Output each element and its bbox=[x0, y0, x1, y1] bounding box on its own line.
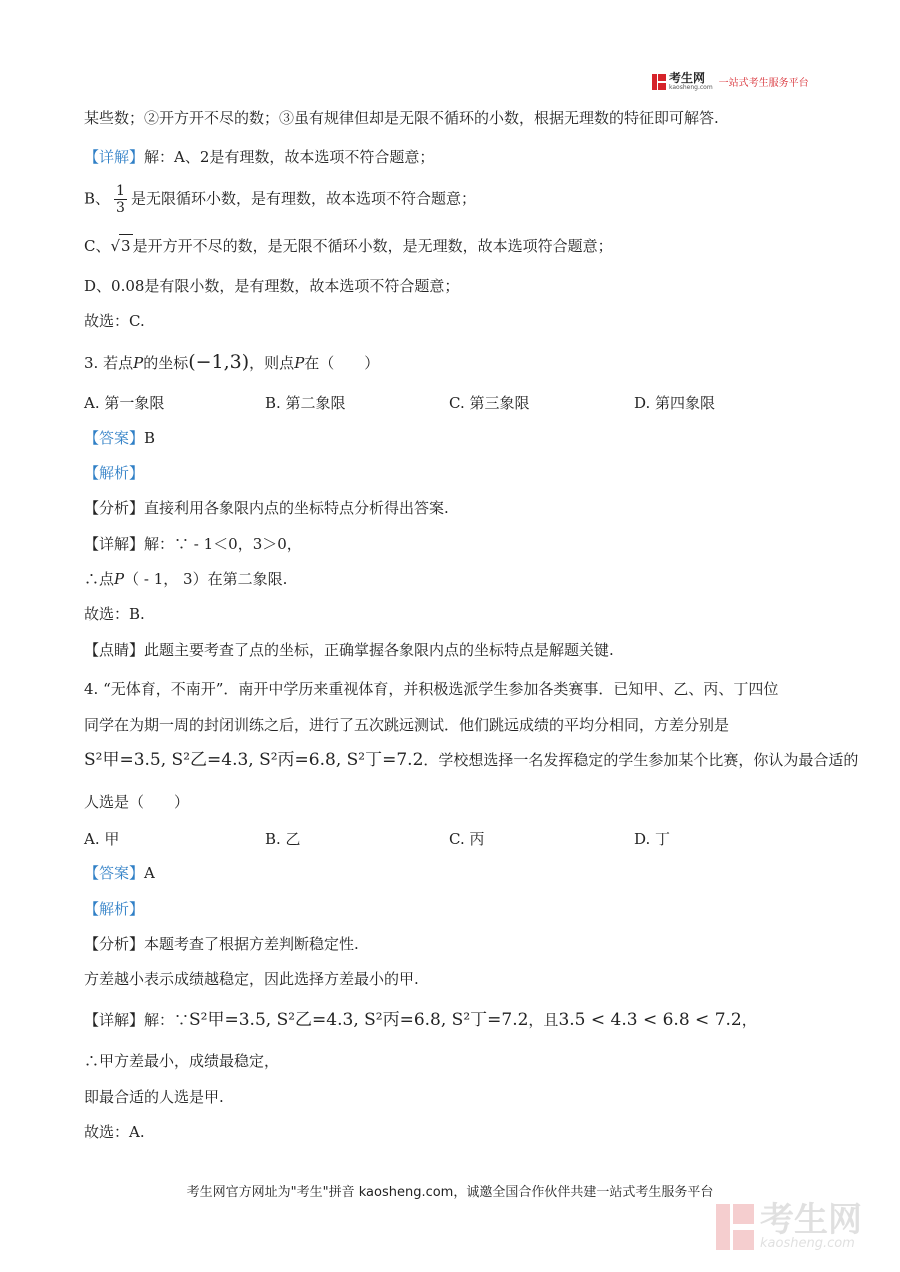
question-3-stem: 3. 若点P的坐标(−1,3)，则点P在（ ） bbox=[84, 351, 380, 373]
detail-tag: 【详解】 bbox=[84, 148, 145, 166]
logo-domain: kaosheng.com bbox=[669, 84, 713, 91]
watermark-domain: kaosheng.com bbox=[760, 1236, 855, 1251]
option-b: B. 乙 bbox=[265, 830, 301, 848]
option-d: D. 第四象限 bbox=[634, 394, 716, 412]
text-line: 方差越小表示成绩越稳定，因此选择方差最小的甲. bbox=[84, 970, 419, 988]
option-b-explanation: B、 $\frac{1}{3}$ 是无限循环小数，是有理数，故本选项不符合题意； bbox=[84, 183, 476, 216]
option-c-explanation: C、√3 是开方开不尽的数，是无限不循环小数，是无理数，故本选项符合题意； bbox=[84, 234, 613, 257]
answer-selection: 故选：A. bbox=[84, 1123, 145, 1141]
analysis-line: 【分析】本题考查了根据方差判断稳定性. bbox=[84, 935, 359, 953]
conclusion-line: ∴甲方差最小，成绩最稳定， bbox=[84, 1052, 280, 1070]
page-footer: 考生网官方网址为"考生"拼音 kaosheng.com，诚邀全国合作伙伴共建一站式考生服务平台 bbox=[186, 1185, 714, 1200]
detail-line: 【详解】解：∵S²甲=3.5, S²乙=4.3, S²丙=6.8, S²丁=7.2，且3.5 < 4.3 < 6.8 < 7.2， bbox=[84, 1010, 757, 1030]
question-4-stem-line: 4. “无体育，不南开”．南开中学历来重视体育，并积极选派学生参加各类赛事．已知甲、乙、丙、丁四位 bbox=[84, 680, 779, 698]
answer-line: 【答案】B bbox=[84, 429, 156, 447]
question-4-formula-line: S²甲=3.5, S²乙=4.3, S²丙=6.8, S²丁=7.2．学校想选择一名发挥稳定的学生参加某个比赛，你认为最合适的 bbox=[84, 750, 859, 770]
brand-logo-icon bbox=[652, 74, 666, 90]
analysis-header: 【解析】 bbox=[84, 900, 145, 918]
detail-line: 【详解】解：∵ - 1＜0，3＞0， bbox=[84, 535, 302, 553]
answer-line: 【答案】A bbox=[84, 864, 155, 882]
fraction-one-third: $\frac{1}{3}$ bbox=[116, 183, 125, 216]
option-a: A. 甲 bbox=[84, 830, 120, 848]
conclusion-line: ∴点P（ - 1， 3）在第二象限. bbox=[84, 570, 288, 588]
analysis-header: 【解析】 bbox=[84, 464, 145, 482]
logo-name: 考生网 bbox=[669, 71, 706, 85]
sqrt-three: 3 bbox=[119, 234, 133, 257]
question-4-stem-line: 同学在为期一周的封闭训练之后，进行了五次跳远测试．他们跳远成绩的平均分相同，方差分别是 bbox=[84, 716, 730, 734]
header-logo[interactable] bbox=[652, 72, 809, 91]
watermark bbox=[716, 1200, 862, 1251]
coordinate: (−1,3) bbox=[188, 351, 250, 373]
option-a: A. 第一象限 bbox=[84, 394, 165, 412]
watermark-name: 考生网 bbox=[760, 1200, 862, 1240]
option-d-explanation: D、0.08是有限小数，是有理数，故本选项不符合题意； bbox=[84, 277, 460, 295]
watermark-logo-icon bbox=[716, 1204, 754, 1250]
option-b: B. 第二象限 bbox=[265, 394, 346, 412]
option-c: C. 第三象限 bbox=[449, 394, 530, 412]
variance-formula: S²甲=3.5, S²乙=4.3, S²丙=6.8, S²丁=7.2 bbox=[84, 750, 424, 770]
header-slogan: 一站式考生服务平台 bbox=[718, 78, 809, 89]
answer-selection: 故选：B. bbox=[84, 605, 145, 623]
detail-line: 【详解】解：A、2是有理数，故本选项不符合题意； bbox=[84, 148, 435, 166]
variance-formula: S²甲=3.5, S²乙=4.3, S²丙=6.8, S²丁=7.2 bbox=[189, 1010, 529, 1030]
comment-line: 【点睛】此题主要考查了点的坐标，正确掌握各象限内点的坐标特点是解题关键. bbox=[84, 641, 614, 659]
question-4-stem-line: 人选是（ ） bbox=[84, 793, 190, 811]
variance-inequality: 3.5 < 4.3 < 6.8 < 7.2 bbox=[558, 1010, 742, 1030]
analysis-line: 【分析】直接利用各象限内点的坐标特点分析得出答案. bbox=[84, 499, 449, 517]
option-c: C. 丙 bbox=[449, 830, 485, 848]
answer-selection: 故选：C. bbox=[84, 312, 145, 330]
conclusion-line: 即最合适的人选是甲. bbox=[84, 1088, 224, 1106]
option-d: D. 丁 bbox=[634, 830, 671, 848]
text-line: 某些数；②开方开不尽的数；③虽有规律但却是无限不循环的小数，根据无理数的特征即可解答. bbox=[84, 109, 719, 127]
